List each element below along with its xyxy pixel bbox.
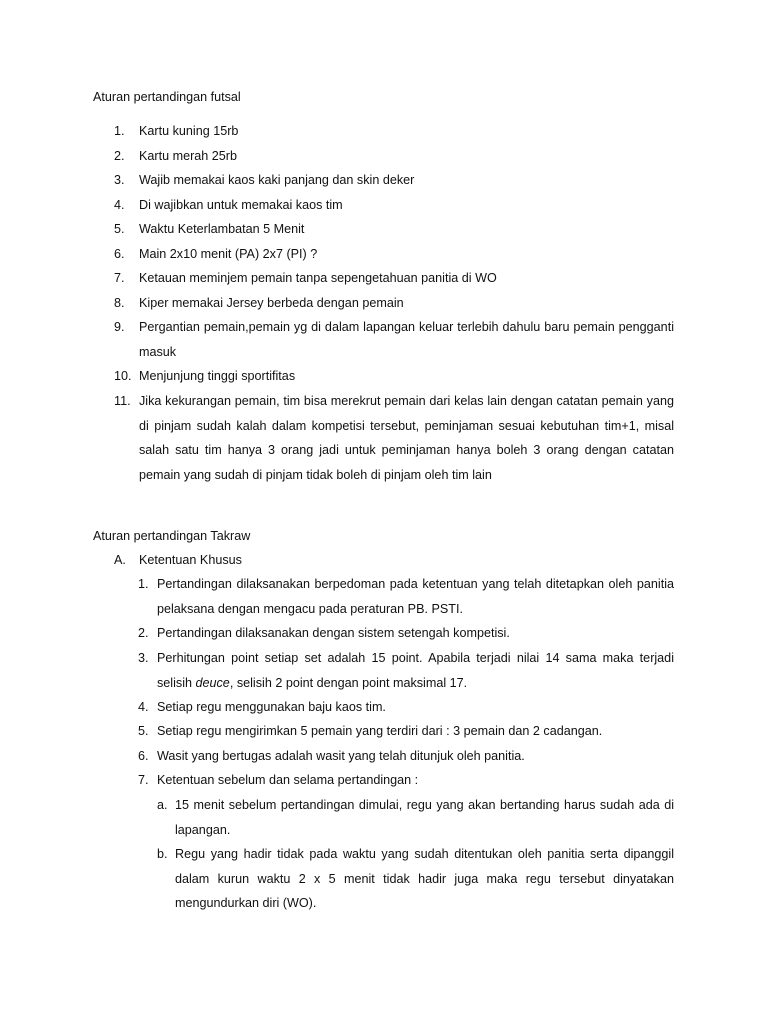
list-number: 10. xyxy=(114,369,132,383)
list-number: 2. xyxy=(138,626,149,640)
futsal-rule-item xyxy=(114,193,674,218)
list-number: 6. xyxy=(138,749,149,763)
list-number: 1. xyxy=(114,124,125,138)
list-text: Waktu Keterlambatan 5 Menit xyxy=(139,222,305,236)
list-text: Kiper memakai Jersey berbeda dengan pemain xyxy=(139,296,404,310)
list-number: 4. xyxy=(114,198,125,212)
list-text: Kartu merah 25rb xyxy=(139,149,238,163)
futsal-rule-item xyxy=(114,364,674,389)
futsal-rule-item xyxy=(114,291,674,316)
takraw-rule-item xyxy=(138,621,674,646)
list-text: Pergantian pemain,pemain yg di dalam lapangan keluar terlebih dahulu baru pemain pengganti masuk xyxy=(139,320,674,359)
takraw-rule-item xyxy=(138,572,674,621)
futsal-rule-item xyxy=(114,217,674,242)
list-text: Pertandingan dilaksanakan berpedoman pada ketentuan yang telah ditetapkan oleh panitia pelaksana dengan mengacu pada peraturan PB. PSTI. xyxy=(157,577,674,616)
list-text: Main 2x10 menit (PA) 2x7 (PI) ? xyxy=(139,247,318,261)
list-number: 3. xyxy=(138,651,149,665)
list-text: Wajib memakai kaos kaki panjang dan skin deker xyxy=(139,173,415,187)
futsal-rule-item xyxy=(114,168,674,193)
list-letter: a. xyxy=(157,798,168,812)
takraw-sub-item xyxy=(157,793,674,842)
takraw-rule-item xyxy=(138,719,674,744)
futsal-rule-item xyxy=(114,144,674,169)
futsal-rule-item xyxy=(114,242,674,267)
futsal-rule-item xyxy=(114,119,674,144)
futsal-rule-item xyxy=(114,266,674,291)
section-letter: A. xyxy=(114,553,126,567)
list-number: 7. xyxy=(138,773,149,787)
italic-term: deuce xyxy=(195,675,230,690)
list-number: 6. xyxy=(114,247,125,261)
list-number: 7. xyxy=(114,271,125,285)
list-number: 9. xyxy=(114,320,125,334)
list-text: Kartu kuning 15rb xyxy=(139,124,239,138)
takraw-rule-item xyxy=(138,695,674,720)
section-label: Ketentuan Khusus xyxy=(139,553,242,567)
list-number: 3. xyxy=(114,173,125,187)
futsal-title: Aturan pertandingan futsal xyxy=(93,90,241,104)
list-text xyxy=(157,646,674,695)
list-text: Di wajibkan untuk memakai kaos tim xyxy=(139,198,343,212)
takraw-title: Aturan pertandingan Takraw xyxy=(93,529,251,543)
list-number: 2. xyxy=(114,149,125,163)
text-part: , selisih 2 point dengan point maksimal 17. xyxy=(229,675,468,690)
list-text: Ketauan meminjem pemain tanpa sepengetahuan panitia di WO xyxy=(139,271,497,285)
list-number: 11. xyxy=(114,394,131,408)
list-text: Jika kekurangan pemain, tim bisa merekrut pemain dari kelas lain dengan catatan pemain yang di pinjam sudah kalah dalam kompetisi tersebut, peminjaman sesuai kebutuhan tim+1, misal salah satu tim hanya 3 orang jadi untuk peminjaman hanya boleh 3 orang dengan catatan pemain yang sudah di pinjam tidak boleh di pinjam oleh tim lain xyxy=(139,394,674,482)
futsal-rule-item xyxy=(114,389,674,487)
list-number: 4. xyxy=(138,700,149,714)
list-text: Wasit yang bertugas adalah wasit yang telah ditunjuk oleh panitia. xyxy=(157,749,525,763)
takraw-rule-item xyxy=(138,768,674,793)
list-number: 8. xyxy=(114,296,125,310)
futsal-rule-item xyxy=(114,315,674,364)
takraw-sub-item xyxy=(157,842,674,916)
text-part: Perhitungan point setiap set adalah 15 point. Apabila terjadi nilai 14 sama maka terjadi selisih xyxy=(157,651,674,690)
list-text: Setiap regu mengirimkan 5 pemain yang terdiri dari : 3 pemain dan 2 cadangan. xyxy=(157,724,603,738)
takraw-rule-item xyxy=(138,744,674,769)
list-number: 1. xyxy=(138,577,149,591)
list-text: 15 menit sebelum pertandingan dimulai, regu yang akan bertanding harus sudah ada di lapangan. xyxy=(175,798,674,837)
list-text: Setiap regu menggunakan baju kaos tim. xyxy=(157,700,386,714)
section-heading xyxy=(114,548,242,573)
list-number: 5. xyxy=(138,724,149,738)
list-number: 5. xyxy=(114,222,125,236)
list-letter: b. xyxy=(157,847,168,861)
list-text: Ketentuan sebelum dan selama pertandingan : xyxy=(157,773,419,787)
takraw-rule-item xyxy=(138,646,674,695)
list-text: Menjunjung tinggi sportifitas xyxy=(139,369,296,383)
list-text: Regu yang hadir tidak pada waktu yang sudah ditentukan oleh panitia serta dipanggil dalam kurun waktu 2 x 5 menit tidak hadir juga maka regu tersebut dinyatakan mengundurkan diri (WO). xyxy=(175,847,674,910)
list-text: Pertandingan dilaksanakan dengan sistem setengah kompetisi. xyxy=(157,626,510,640)
